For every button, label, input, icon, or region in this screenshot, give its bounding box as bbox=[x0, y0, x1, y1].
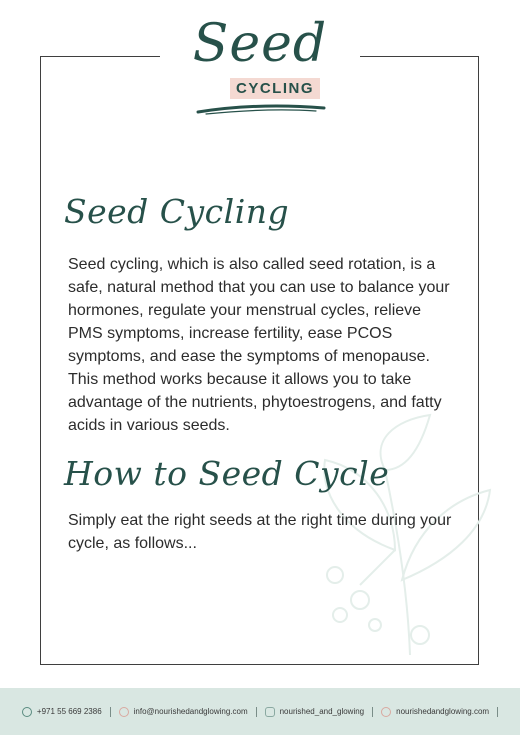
footer-phone[interactable] bbox=[22, 707, 102, 717]
website-text: nourishedandglowing.com bbox=[396, 707, 490, 716]
heading-seed-cycling: Seed Cycling bbox=[64, 192, 290, 231]
footer-email[interactable] bbox=[119, 707, 248, 717]
how-to-paragraph: Simply eat the right seeds at the right time during your cycle, as follows... bbox=[68, 512, 452, 552]
footer-divider bbox=[372, 707, 373, 717]
email-text: info@nourishedandglowing.com bbox=[133, 707, 248, 716]
instagram-icon bbox=[265, 707, 275, 717]
intro-paragraph: Seed cycling, which is also called seed rotation, is a safe, natural method that you can use to balance your hormones, regulate your menstrual cycles, relieve PMS symptoms, increase fertility, ease PCOS symptoms, and ease the symptoms of menopause. This method works because it allows you to take advantage of the nutrients, phytoestrogens, and fatty acids in various seeds. bbox=[68, 256, 450, 434]
web-icon bbox=[381, 707, 391, 717]
instagram-text: nourished_and_glowing bbox=[279, 707, 365, 716]
contact-footer bbox=[0, 688, 520, 735]
footer-divider bbox=[110, 707, 111, 717]
mail-icon bbox=[119, 707, 129, 717]
logo-script: Seed bbox=[192, 14, 328, 74]
footer-divider bbox=[256, 707, 257, 717]
phone-text: +971 55 669 2386 bbox=[36, 707, 102, 716]
phone-icon bbox=[22, 707, 32, 717]
footer-website[interactable] bbox=[381, 707, 489, 717]
footer-divider bbox=[497, 707, 498, 717]
logo-swoosh bbox=[196, 100, 326, 116]
footer-instagram[interactable] bbox=[265, 707, 365, 717]
heading-how-to-seed-cycle: How to Seed Cycle bbox=[64, 454, 390, 493]
logo-badge: CYCLING bbox=[230, 78, 320, 99]
logo bbox=[160, 14, 360, 124]
